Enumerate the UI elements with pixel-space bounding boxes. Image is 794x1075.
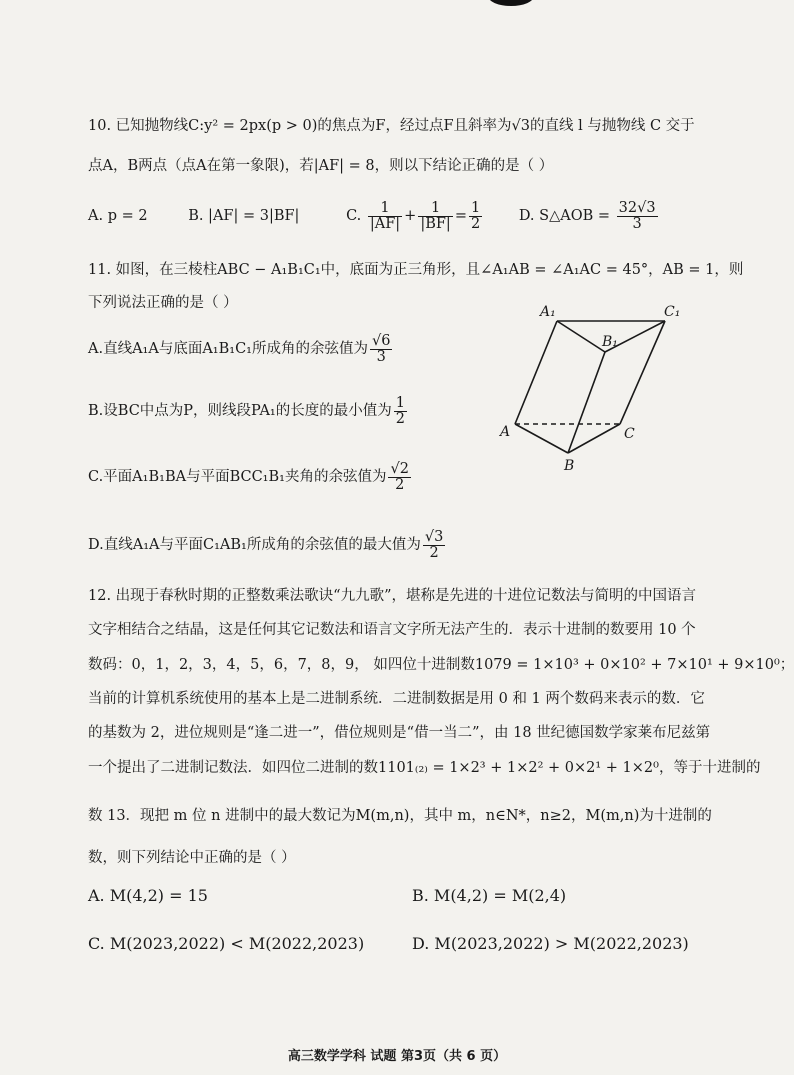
frac-den: 2: [395, 410, 405, 427]
q11-c-frac: [388, 462, 410, 493]
q12-option-b[interactable]: B. M(4,2) = M(2,4): [412, 886, 567, 905]
q10-option-c-label: C.: [346, 208, 362, 224]
q10-option-b[interactable]: B. |AF| = 3|BF|: [188, 208, 300, 224]
edge-ab: [515, 424, 568, 453]
frac-num: 1: [395, 394, 405, 411]
q11-option-b-text: B.设BC中点为P，则线段PA₁的长度的最小值为: [88, 403, 392, 419]
q11-option-c[interactable]: [88, 458, 413, 496]
q11-line1: 11. 如图，在三棱柱ABC − A₁B₁C₁中，底面为正三角形，且∠A₁AB = ∠A₁AC = 45°，AB = 1，则: [88, 262, 744, 278]
frac-num: √6: [372, 332, 391, 349]
q10-c-frac1: [368, 201, 402, 232]
q11-option-d[interactable]: [88, 526, 447, 564]
q12-line2: 文字相结合之结晶，这是任何其它记数法和语言文字所无法产生的．表示十进制的数要用 10 个: [88, 622, 696, 638]
frac-num: 1: [418, 201, 453, 217]
q11-line2: 下列说法正确的是（ ）: [88, 295, 238, 311]
q12-line8: 数，则下列结论中正确的是（ ）: [88, 850, 296, 866]
frac-den: |AF|: [369, 215, 401, 232]
q11-a-frac: [370, 334, 392, 365]
edge-a1a: [515, 321, 557, 424]
q12-option-a[interactable]: A. M(4,2) = 15: [88, 886, 208, 905]
q11-option-a-text: A.直线A₁A与底面A₁B₁C₁所成角的余弦值为: [88, 341, 368, 357]
q12-option-c[interactable]: C. M(2023,2022) < M(2022,2023): [88, 934, 365, 953]
frac-den: 3: [632, 215, 642, 232]
q10-c-frac2: [418, 201, 453, 232]
frac-den: |BF|: [420, 215, 451, 232]
label-b1: B₁: [602, 334, 618, 350]
q10-options: [88, 198, 660, 234]
triangular-prism-figure: [490, 300, 700, 480]
label-b: B: [564, 458, 575, 474]
edge-bc: [568, 424, 620, 453]
q10-option-c[interactable]: [346, 199, 489, 232]
frac-den: 3: [376, 348, 386, 365]
q12-line4: 当前的计算机系统使用的基本上是二进制系统．二进制数据是用 0 和 1 两个数码来表示的数．它: [88, 691, 705, 707]
frac-den: 2: [429, 544, 439, 561]
label-a1: A₁: [540, 304, 556, 320]
q11-d-frac: [423, 530, 445, 561]
q11-option-d-text: D.直线A₁A与平面C₁AB₁所成角的余弦值的最大值为: [88, 537, 421, 553]
q12-line7: 数 13．现把 m 位 n 进制中的最大数记为M(m,n)，其中 m，n∈N*，n≥2，M(m,n)为十进制的: [88, 808, 712, 824]
q12-line6: 一个提出了二进制记数法．如四位二进制的数1101₍₂₎ = 1×2³ + 1×2² + 0×2¹ + 1×2⁰，等于十进制的: [88, 760, 761, 776]
plus-sign: +: [404, 208, 417, 224]
q11-b-frac: [394, 396, 407, 427]
q12-line3: 数码：0，1，2，3，4，5，6，7，8，9， 如四位十进制数1079 = 1×10³ + 0×10² + 7×10¹ + 9×10⁰；: [88, 657, 794, 673]
frac-den: 2: [395, 476, 405, 493]
frac-num: 32√3: [618, 199, 656, 216]
q11-option-c-text: C.平面A₁B₁BA与平面BCC₁B₁夹角的余弦值为: [88, 469, 387, 485]
q10-line1: 10. 已知抛物线C:y² = 2px(p > 0)的焦点为F，经过点F且斜率为√3的直线 l 与抛物线 C 交于: [88, 118, 695, 134]
q10-option-d[interactable]: [518, 199, 660, 232]
frac-den: 2: [470, 215, 481, 232]
q11-option-a[interactable]: [88, 330, 394, 368]
q10-line2: 点A，B两点（点A在第一象限)，若|AF| = 8，则以下结论正确的是（ ）: [88, 158, 554, 174]
label-c1: C₁: [664, 304, 681, 320]
scan-blot: [488, 0, 534, 6]
frac-num: 1: [470, 199, 481, 216]
q12-line1: 12. 出现于春秋时期的正整数乘法歌诀“九九歌”，堪称是先进的十进位记数法与简明的中国语言: [88, 588, 696, 604]
frac-num: √3: [424, 528, 444, 545]
label-a: A: [500, 424, 511, 440]
q10-option-d-label: D. S△AOB =: [518, 208, 611, 224]
q10-d-frac: [617, 201, 658, 232]
edge-a1b1: [557, 321, 605, 352]
edge-c1c: [620, 321, 665, 424]
page-footer: 高三数学学科 试题 第3页（共 6 页）: [287, 1049, 507, 1064]
equals-sign: =: [454, 208, 467, 224]
q10-option-a[interactable]: A. p = 2: [88, 208, 148, 224]
q12-line5: 的基数为 2，进位规则是“逢二进一”，借位规则是“借一当二”，由 18 世纪德国数学家莱布尼兹第: [88, 725, 711, 741]
edge-b1b: [568, 352, 605, 453]
q10-c-frac3: [469, 201, 482, 232]
frac-num: 1: [368, 201, 402, 217]
q12-option-d[interactable]: D. M(2023,2022) > M(2022,2023): [412, 934, 689, 953]
label-c: C: [624, 426, 635, 442]
frac-num: √2: [390, 460, 409, 477]
q11-option-b[interactable]: [88, 392, 409, 430]
